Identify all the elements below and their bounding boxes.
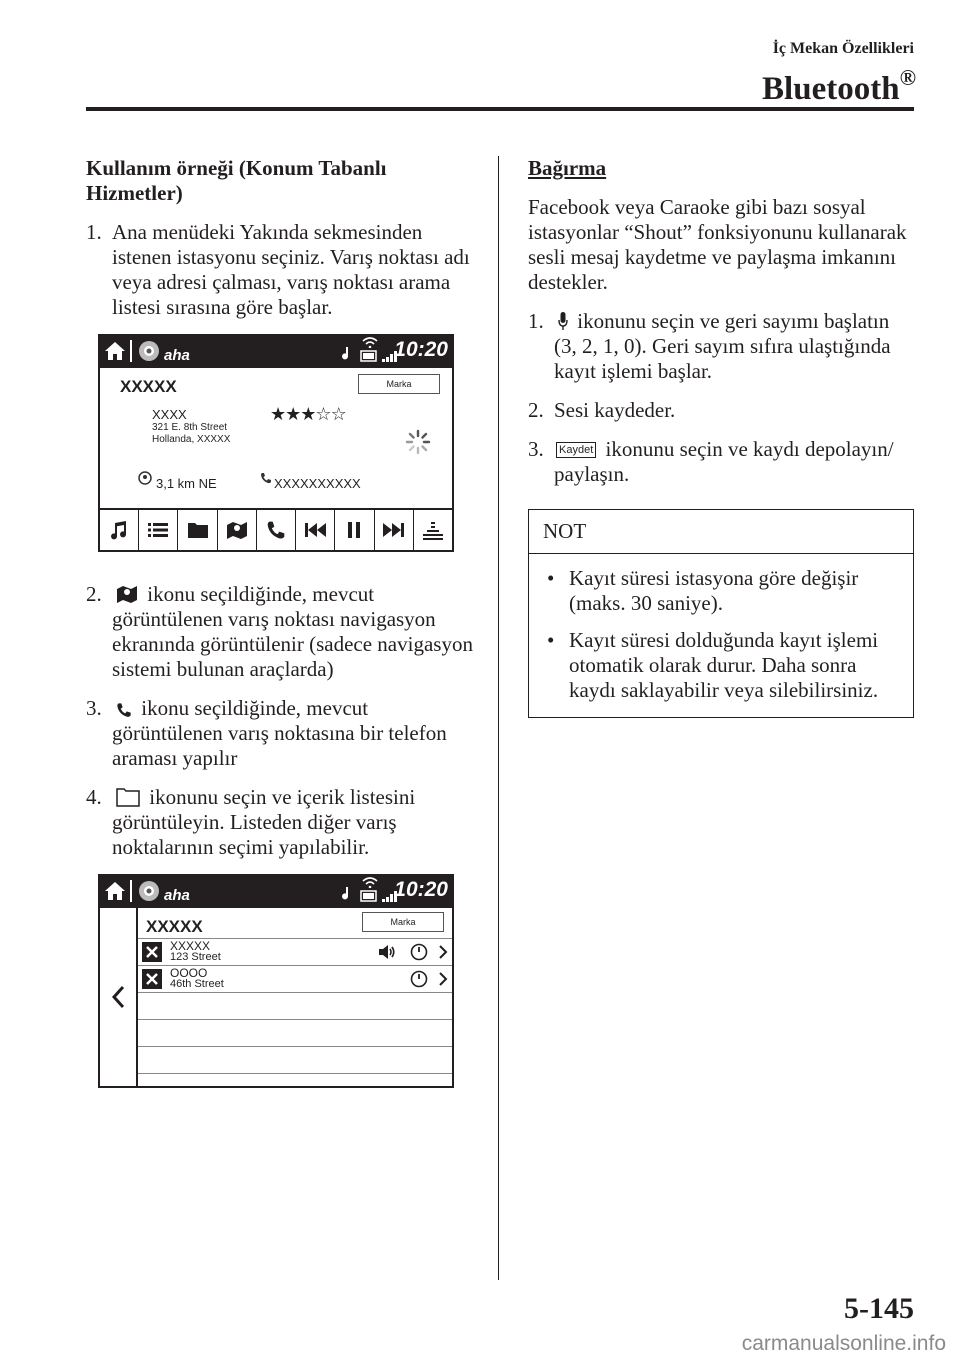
status-bar [98, 874, 454, 908]
battery-icon [360, 350, 378, 362]
shout-heading: Bağırma [528, 156, 607, 180]
list-item[interactable] [138, 938, 452, 965]
speaker-icon [378, 944, 396, 960]
list-item[interactable] [138, 965, 452, 992]
phone-small-icon [260, 472, 272, 484]
app-name: aha [164, 887, 190, 904]
map-tab[interactable] [218, 510, 256, 550]
watermark: carmanualsonline.info [741, 1332, 946, 1355]
distance: 3,1 km NE [156, 476, 217, 491]
note-title: NOT [529, 510, 913, 554]
usage-example-heading: Kullanım örneği (Konum Tabanlı Hizmetler) [86, 156, 387, 205]
back-chevron-icon [111, 985, 125, 1009]
item-name: XXXXX [170, 939, 211, 953]
music-note-icon [342, 886, 352, 900]
column-divider [498, 156, 499, 1280]
empty-list-row [138, 1046, 452, 1073]
distance-pin-icon [138, 471, 152, 485]
control-bar [100, 510, 452, 550]
phone-icon [116, 702, 132, 718]
star-empty: ☆ [315, 404, 331, 425]
phone-number: XXXXXXXXXX [274, 476, 361, 491]
pause-button[interactable] [335, 510, 373, 550]
music-icon [109, 520, 129, 540]
like-icon[interactable] [410, 970, 428, 988]
station-name: XXXXX [120, 377, 177, 396]
place-name: XXXX [152, 407, 187, 422]
place-address-line1: 321 E. 8th Street [152, 422, 228, 433]
left-column [86, 156, 476, 1118]
page-number: 5-145 [844, 1292, 914, 1325]
note-item: • Kayıt süresi dolduğunda kayıt işlemi otomatik olarak durur. Daha sonra kaydı saklayabilir veya silebilirsiniz. [547, 628, 879, 702]
music-note-icon [342, 346, 352, 360]
folder-tab[interactable] [178, 510, 216, 550]
wifi-icon [362, 876, 378, 888]
item-street: 46th Street [170, 978, 224, 990]
note-item: • Kayıt süresi istasyona göre değişir (maks. 30 saniye). [547, 566, 859, 615]
step-item: 3. Kaydet ikonunu seçin ve kaydı depolayın/ paylaşın. [528, 437, 894, 486]
station-name: XXXXX [146, 917, 203, 936]
step-item: 2. Sesi kaydeder. [528, 398, 676, 422]
equalizer-icon [422, 520, 444, 540]
brand-button[interactable]: Marka [362, 912, 444, 932]
star-filled: ★ [285, 404, 301, 425]
status-bar [98, 334, 454, 368]
shout-intro: Facebook veya Caraoke gibi bazı sosyal istasyonlar “Shout” fonksiyonunu kullanarak sesli mesaj kaydetme ve paylaşma imkanını destekler. [528, 195, 907, 294]
empty-list-row [138, 1019, 452, 1046]
list-icon [148, 522, 168, 538]
home-icon[interactable] [104, 341, 126, 361]
aha-logo-icon [138, 340, 160, 362]
phone-icon [266, 520, 286, 540]
map-icon [226, 520, 248, 540]
home-icon[interactable] [104, 881, 126, 901]
thumbnail-placeholder-icon [142, 942, 162, 962]
step-item: 2. ikonu seçildiğinde, mevcut görüntülenen varış noktası navigasyon ekranında görüntülenir (sadece navigasyon sistemi bulunan araçlarda) [86, 582, 473, 681]
app-name: aha [164, 347, 190, 364]
back-button[interactable] [100, 908, 136, 1086]
next-button[interactable] [375, 510, 413, 550]
wifi-icon [362, 336, 378, 348]
aha-content-list-screen [98, 874, 454, 1088]
chevron-right-icon[interactable] [438, 971, 448, 987]
chapter-title: Bluetooth® [762, 65, 916, 107]
clock: 10:20 [394, 878, 448, 901]
star-empty: ☆ [330, 404, 346, 425]
star-filled: ★ [300, 404, 316, 425]
star-filled: ★ [270, 404, 286, 425]
battery-icon [360, 890, 378, 902]
item-name: OOOO [170, 966, 208, 980]
save-button[interactable]: Kaydet [556, 442, 596, 458]
brand-button[interactable]: Marka [358, 374, 440, 394]
equalizer-button[interactable] [414, 510, 452, 550]
step-item: 3. ikonu seçildiğinde, mevcut görüntülenen varış noktasına bir telefon araması yapılır [86, 696, 447, 770]
section-label: İç Mekan Özellikleri [772, 40, 914, 57]
step-item: 1. Ana menüdeki Yakında sekmesinden istenen istasyonu seçiniz. Varış noktası adı veya adresi çalması, varış noktası arama listesi sırasına göre başlar. [86, 220, 470, 319]
folder-icon [116, 787, 140, 807]
note-box [528, 509, 914, 718]
bullet-icon: • [547, 566, 555, 590]
aha-logo-icon [138, 880, 160, 902]
thumbnail-placeholder-icon [142, 969, 162, 989]
step-item: 4. ikonunu seçin ve içerik listesini görüntüleyin. Listeden diğer varış noktalarının seçimi yapılabilir. [86, 785, 416, 859]
empty-list-row [138, 992, 452, 1019]
station-panel [100, 368, 452, 508]
step-item: 1. ikonunu seçin ve geri sayımı başlatın (3, 2, 1, 0). Geri sayım sıfıra ulaştığında kayıt işlemi başlar. [528, 309, 891, 383]
list-tab[interactable] [139, 510, 177, 550]
previous-icon [304, 522, 326, 538]
header-rule [86, 107, 914, 111]
microphone-icon [558, 311, 568, 331]
chevron-right-icon[interactable] [438, 944, 448, 960]
previous-button[interactable] [296, 510, 334, 550]
rating-stars [270, 406, 346, 424]
loading-spinner-icon [404, 428, 432, 456]
right-column [528, 156, 914, 718]
pause-icon [347, 521, 361, 539]
item-street: 123 Street [170, 951, 221, 963]
like-icon[interactable] [410, 943, 428, 961]
empty-list-row [138, 1073, 452, 1086]
aha-now-playing-screen [98, 334, 454, 552]
map-icon [116, 584, 138, 604]
phone-tab[interactable] [257, 510, 295, 550]
music-tab[interactable] [100, 510, 138, 550]
content-list [138, 908, 452, 1086]
clock: 10:20 [394, 338, 448, 361]
folder-icon [187, 521, 209, 539]
place-address-line2: Hollanda, XXXXX [152, 434, 231, 445]
next-icon [383, 522, 405, 538]
bullet-icon: • [547, 628, 555, 652]
